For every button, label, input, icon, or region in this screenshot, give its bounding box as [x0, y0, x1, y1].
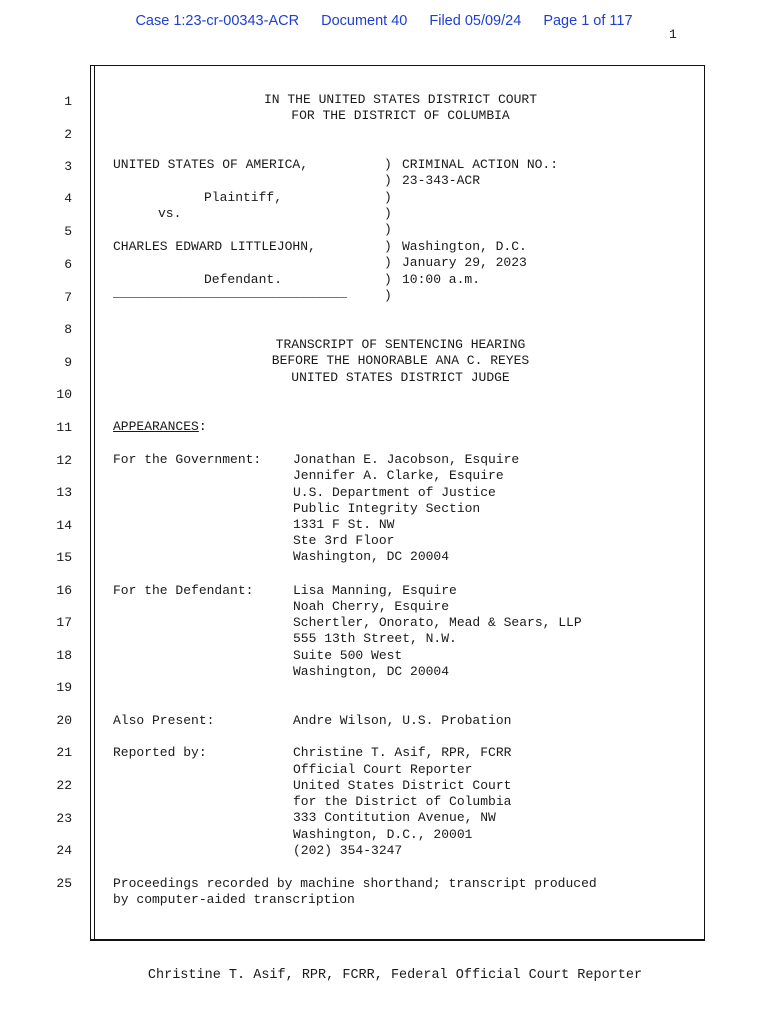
court-name: IN THE UNITED STATES DISTRICT COURT — [263, 92, 538, 107]
transcript-title: TRANSCRIPT OF SENTENCING HEARING — [275, 337, 526, 352]
reporter-name: Christine T. Asif, RPR, FCRR — [293, 745, 512, 760]
reporter-court: United States District Court — [293, 778, 512, 793]
page-footer: Christine T. Asif, RPR, FCRR, Federal Official Court Reporter — [147, 968, 643, 983]
appearances-heading — [113, 419, 207, 435]
proceedings-note-line-2: by computer-aided transcription — [113, 892, 355, 907]
judge-line: BEFORE THE HONORABLE ANA C. REYES — [271, 353, 530, 368]
line-number: 22 — [56, 778, 72, 793]
caption-paren: ) — [384, 206, 392, 221]
hearing-date: January 29, 2023 — [402, 255, 527, 270]
line-number: 24 — [56, 843, 72, 858]
proceedings-note-line-1: Proceedings recorded by machine shorthand; transcript produced — [113, 876, 597, 891]
filed-date: Filed 05/09/24 — [429, 13, 522, 29]
government-section: Public Integrity Section — [293, 501, 481, 516]
caption-paren: ) — [384, 255, 392, 270]
criminal-action-number: 23-343-ACR — [402, 173, 481, 188]
hearing-time: 10:00 a.m. — [402, 272, 481, 287]
government-office: U.S. Department of Justice — [293, 485, 496, 500]
line-number: 17 — [56, 615, 72, 630]
line-number: 13 — [56, 485, 72, 500]
line-number: 20 — [56, 713, 72, 728]
line-number: 7 — [64, 290, 72, 305]
case-number: Case 1:23-cr-00343-ACR — [135, 13, 300, 29]
line-number: 25 — [56, 876, 72, 891]
line-number: 10 — [56, 387, 72, 402]
reporter-street: 333 Contitution Avenue, NW — [293, 810, 496, 825]
transcript-page-number: 1 — [669, 27, 677, 42]
government-suite: Ste 3rd Floor — [293, 533, 395, 548]
page-indicator: Page 1 of 117 — [543, 13, 633, 29]
caption-paren: ) — [384, 272, 392, 287]
line-number: 4 — [64, 191, 72, 206]
document-number: Document 40 — [321, 13, 408, 29]
caption-underline: ______________________________ — [113, 285, 348, 300]
government-street: 1331 F St. NW — [293, 517, 395, 532]
defense-counsel-2: Noah Cherry, Esquire — [293, 599, 450, 614]
line-number: 11 — [56, 420, 72, 435]
judge-title: UNITED STATES DISTRICT JUDGE — [291, 370, 510, 385]
line-number: 12 — [56, 453, 72, 468]
reported-by-label: Reported by: — [113, 745, 207, 760]
reporter-city: Washington, D.C., 20001 — [293, 827, 473, 842]
line-number: 6 — [64, 257, 72, 272]
defense-city: Washington, DC 20004 — [293, 664, 450, 679]
also-present-name: Andre Wilson, U.S. Probation — [293, 713, 512, 728]
line-number: 9 — [64, 355, 72, 370]
caption-paren: ) — [384, 190, 392, 205]
line-number: 2 — [64, 127, 72, 142]
line-number: 16 — [56, 583, 72, 598]
line-number: 23 — [56, 811, 72, 826]
caption-paren: ) — [384, 157, 392, 172]
defense-street: 555 13th Street, N.W. — [293, 631, 457, 646]
reporter-title: Official Court Reporter — [293, 762, 473, 777]
line-number: 3 — [64, 159, 72, 174]
defense-suite: Suite 500 West — [293, 648, 403, 663]
defendant-name: CHARLES EDWARD LITTLEJOHN, — [113, 239, 316, 254]
caption-paren: ) — [384, 288, 392, 303]
line-number: 21 — [56, 745, 72, 760]
reporter-district: for the District of Columbia — [293, 794, 512, 809]
appearances-label: APPEARANCES — [113, 419, 199, 434]
defendant-counsel-label: For the Defendant: — [113, 583, 254, 598]
line-number: 1 — [64, 94, 72, 109]
line-number: 19 — [56, 680, 72, 695]
line-number: 8 — [64, 322, 72, 337]
reporter-phone: (202) 354-3247 — [293, 843, 403, 858]
government-city: Washington, DC 20004 — [293, 549, 450, 564]
also-present-label: Also Present: — [113, 713, 215, 728]
caption-paren: ) — [384, 173, 392, 188]
caption-paren: ) — [384, 239, 392, 254]
government-counsel-2: Jennifer A. Clarke, Esquire — [293, 468, 504, 483]
hearing-location: Washington, D.C. — [402, 239, 527, 254]
defendant-role: Defendant. — [204, 272, 283, 287]
appearances-colon: : — [198, 419, 207, 434]
plaintiff-name: UNITED STATES OF AMERICA, — [113, 157, 309, 172]
line-number: 5 — [64, 224, 72, 239]
defense-counsel-1: Lisa Manning, Esquire — [293, 583, 457, 598]
government-counsel-1: Jonathan E. Jacobson, Esquire — [293, 452, 520, 467]
government-label: For the Government: — [113, 452, 262, 467]
transcript-margin-rule — [94, 65, 95, 941]
line-number: 15 — [56, 550, 72, 565]
defense-firm: Schertler, Onorato, Mead & Sears, LLP — [293, 615, 582, 630]
caption-paren: ) — [384, 222, 392, 237]
plaintiff-role: Plaintiff, — [204, 190, 283, 205]
court-district: FOR THE DISTRICT OF COLUMBIA — [291, 108, 510, 123]
filing-header — [0, 13, 768, 29]
versus: vs. — [158, 206, 182, 221]
line-number: 18 — [56, 648, 72, 663]
line-number: 14 — [56, 518, 72, 533]
criminal-action-label: CRIMINAL ACTION NO.: — [402, 157, 559, 172]
transcript-bottom-rule — [90, 939, 705, 940]
